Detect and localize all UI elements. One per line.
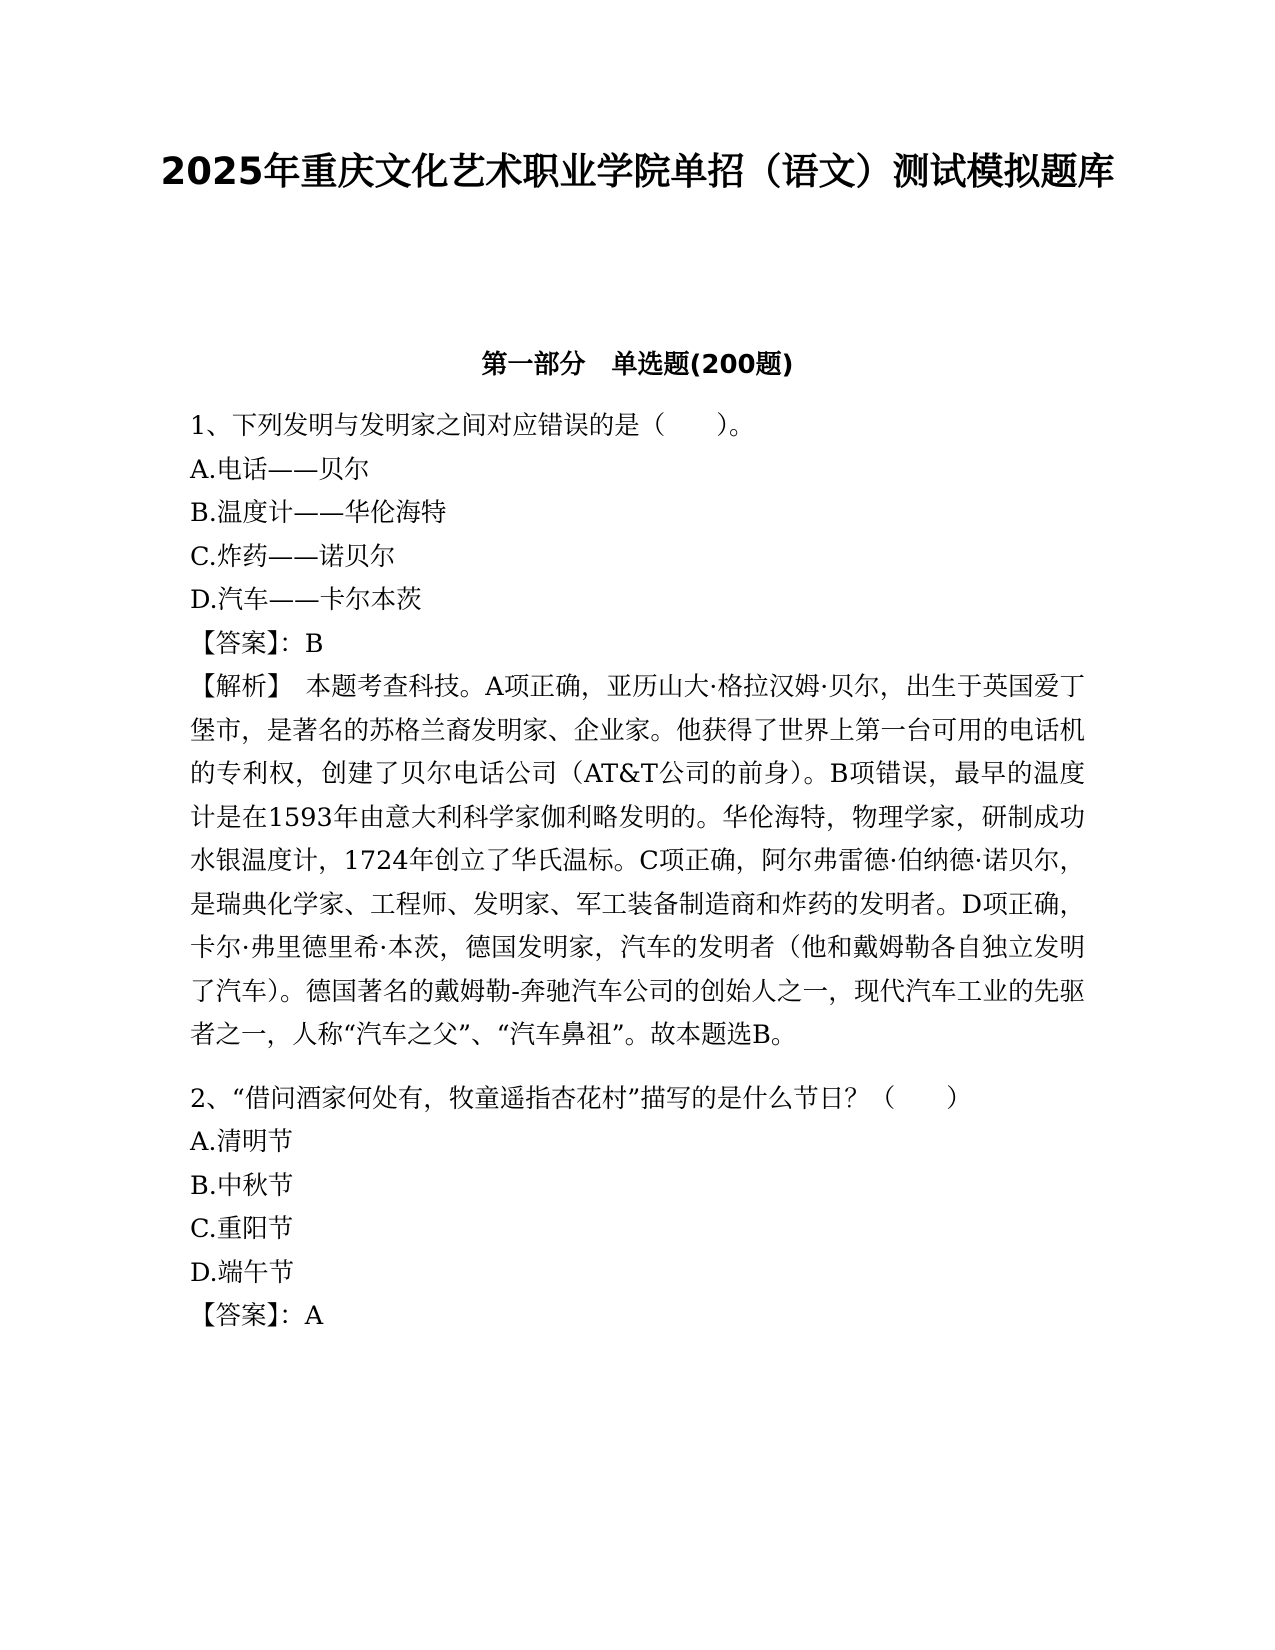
section-heading: 第一部分 单选题(200题)	[481, 350, 794, 380]
question-stem: 2、“借问酒家何处有，牧童遥指杏花村”描写的是什么节日？（ ）	[190, 1083, 972, 1114]
option-d: D.端午节	[190, 1257, 295, 1288]
option-c: C.重阳节	[190, 1214, 294, 1244]
explanation-text: 本题考查科技。A项正确，亚历山大·格拉汉姆·贝尔，出生于英国爱丁堡市，是著名的苏格兰裔发明家、企业家。他获得了世界上第一台可用的电话机的专利权，创建了贝尔电话公司（AT&T公司的前身）。B项错误，最早的温度计是在1593年由意大利科学家伽利略发明的。华伦海特，物理学家，研制成功水银温度计，1724年创立了华氏温标。C项正确，阿尔弗雷德·伯纳德·诺贝尔，是瑞典化学家、工程师、发明家、军工装备制造商和炸药的发明者。D项正确，卡尔·弗里德里希·本茨，德国发明家，汽车的发明者（他和戴姆勒各自独立发明了汽车）。德国著名的戴姆勒-奔驰汽车公司的创始人之一，现代汽车工业的先驱者之一，人称“汽车之父”、“汽车鼻祖”。故本题选B。	[190, 672, 1085, 1050]
option-b: B.中秋节	[190, 1170, 294, 1201]
option-b: B.温度计——华伦海特	[190, 498, 447, 528]
option-a: A.电话——贝尔	[190, 454, 370, 485]
option-d: D.汽车——卡尔本茨	[190, 585, 422, 615]
document-title: 2025年重庆文化艺术职业学院单招（语文）测试模拟题库	[160, 150, 1115, 193]
answer-value: A	[304, 1301, 324, 1331]
explanation-label: 【解析】	[190, 672, 306, 702]
answer-value: B	[304, 628, 324, 659]
option-a: A.清明节	[190, 1127, 294, 1157]
question-list	[190, 405, 1085, 1339]
answer-label: 【答案】：	[190, 1301, 305, 1331]
question-stem: 1、下列发明与发明家之间对应错误的是（ ）。	[190, 411, 755, 441]
answer-line	[190, 623, 1085, 667]
question-1	[190, 405, 1085, 1058]
option-c: C.炸药——诺贝尔	[190, 541, 396, 572]
question-2	[190, 1078, 1085, 1339]
answer-label: 【答案】：	[190, 628, 305, 659]
answer-line	[190, 1295, 1085, 1339]
explanation	[190, 666, 1085, 1058]
spacer	[190, 1058, 1085, 1078]
